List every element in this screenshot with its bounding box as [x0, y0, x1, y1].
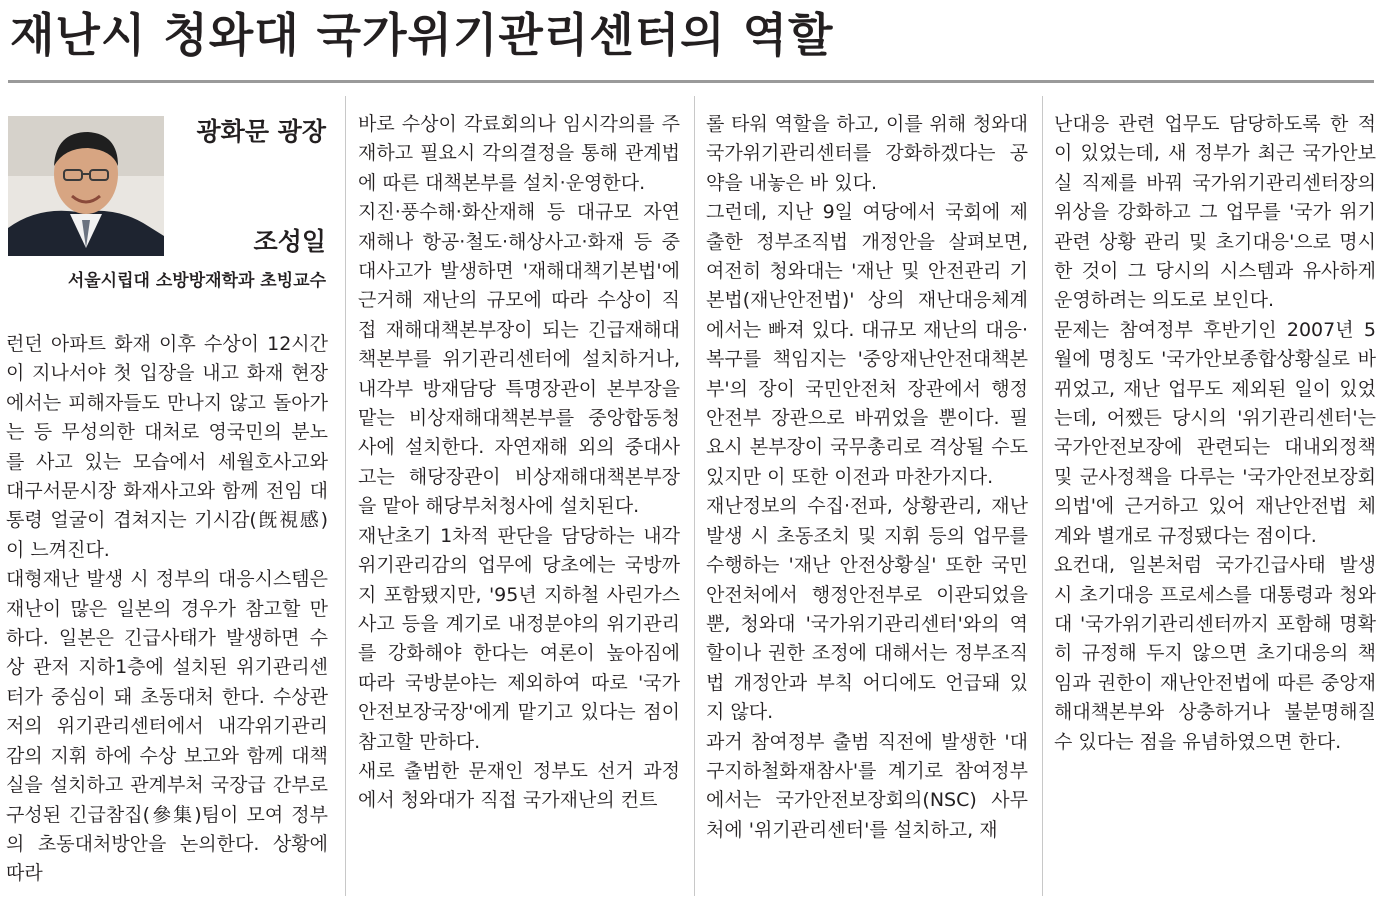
article-column-3-text: 롤 타워 역할을 하고, 이를 위해 청와대 국가위기관리센터를 강화하겠다는 공약을 내놓은 바 있다. 그런데, 지난 9일 여당에서 국회에 제출한 정부조직법 개정안을 살펴보면, 여전히 청와대는 '재난 및 안전관리 기본법(재난안전법)' 상의 재난대응체계에서는 빠져 있다. 대규모 재난의 대응·복구를 책임지는 '중앙재난안전대책본부'의 장이 국민안전처 장관에서 행정안전부 장관으로 바뀌었을 뿐이다. 필요시 본부장이 국무총리로 격상될 수도 있지만 이 또한 이전과 마찬가지다. 재난정보의 수집·전파, 상황관리, 재난발생 시 초동조치 및 지휘 등의 업무를 수행하는 '재난 안전상황실' 또한 국민안전처에서 행정안전부로 이관되었을 뿐, 청와대 '국가위기관리센터'와의 역할이나 권한 조정에 대해서는 정부조직법 개정안과 부칙 어디에도 언급돼 있지 않다. 과거 참여정부 출범 직전에 발생한 '대구지하철화재참사'를 계기로 참여정부에서는 국가안전보장회의(NSC) 사무처에 '위기관리센터'를 설치하고, 재	[706, 113, 1028, 841]
article-column-2-text: 바로 수상이 각료회의나 임시각의를 주재하고 필요시 각의결정을 통해 관계법에 따른 대책본부를 설치·운영한다. 지진·풍수해·화산재해 등 대규모 자연재해나 항공·철도·해상사고·화재 등 중대사고가 발생하면 '재해대책기본법'에 근거해 재난의 규모에 따라 수상이 직접 재해대책본부장이 되는 긴급재해대책본부를 위기관리센터에 설치하거나, 내각부 방재담당 특명장관이 본부장을 맡는 비상재해대책본부를 중앙합동청사에 설치한다. 자연재해 외의 중대사고는 해당장관이 비상재해대책본부장을 맡아 해당부처청사에 설치된다. 재난초기 1차적 판단을 담당하는 내각위기관리감의 업무에 당초에는 국방까지 포함됐지만, '95년 지하철 사린가스 사고 등을 계기로 내정분야의 위기관리를 강화해야 한다는 여론이 높아짐에 따라 국방분야는 제외하여 따로 '국가안전보장국장'에게 맡기고 있다는 점이 참고할 만하다. 새로 출범한 문재인 정부도 선거 과정에서 청와대가 직접 국가재난의 컨트	[358, 113, 680, 812]
article-column-1-text: 런던 아파트 화재 이후 수상이 12시간이 지나서야 첫 입장을 내고 화재 현장에서는 피해자들도 만나지 않고 돌아가는 등 무성의한 대처로 영국민의 분노를 사고 있는 모습에서 세월호사고와 대구서문시장 화재사고와 함께 전임 대통령 얼굴이 겹쳐지는 기시감(旣視感)이 느껴진다. 대형재난 발생 시 정부의 대응시스템은 재난이 많은 일본의 경우가 참고할 만하다. 일본은 긴급사태가 발생하면 수상 관저 지하1층에 설치된 위기관리센터가 중심이 돼 초동대처 한다. 수상관저의 위기관리센터에서 내각위기관리감의 지휘 하에 수상 보고와 함께 대책실을 설치하고 관계부처 국장급 간부로 구성된 긴급참집(參集)팀이 모여 정부의 초동대처방안을 논의한다. 상황에 따라	[6, 333, 328, 885]
column-label: 광화문 광장	[196, 117, 326, 146]
author-name: 조성일	[253, 227, 326, 256]
column-3	[706, 0, 1036, 906]
column-1	[6, 0, 336, 906]
author-portrait-icon	[8, 116, 164, 256]
column-4	[1054, 0, 1382, 906]
column-divider	[345, 96, 346, 896]
column-divider	[1042, 96, 1043, 896]
column-divider	[694, 96, 695, 896]
column-2	[358, 0, 688, 906]
article-column-4-text: 난대응 관련 업무도 담당하도록 한 적이 있었는데, 새 정부가 최근 국가안보실 직제를 바꿔 국가위기관리센터장의 위상을 강화하고 그 업무를 '국가 위기 관련 상황 관리 및 초기대응'으로 명시한 것이 그 당시의 시스템과 유사하게 운영하려는 의도로 보인다. 문제는 참여정부 후반기인 2007년 5월에 명칭도 '국가안보종합상황실로 바뀌었고, 재난 업무도 제외된 일이 있었는데, 어쨌든 당시의 '위기관리센터'는 국가안전보장에 관련되는 대내외정책 및 군사정책을 다루는 '국가안전보장회의법'에 근거하고 있어 재난안전법 체계와 별개로 규정됐다는 점이다. 요컨대, 일본처럼 국가긴급사태 발생 시 초기대응 프로세스를 대통령과 청와대 '국가위기관리센터까지 포함해 명확히 규정해 두지 않으면 초기대응의 책임과 권한이 재난안전법에 따른 중앙재해대책본부와 상충하거나 불분명해질 수 있다는 점을 유념하였으면 한다.	[1054, 113, 1376, 753]
headline: 재난시 청와대 국가위기관리센터의 역할	[10, 8, 834, 62]
author-title: 서울시립대 소방방재학과 초빙교수	[67, 271, 326, 291]
